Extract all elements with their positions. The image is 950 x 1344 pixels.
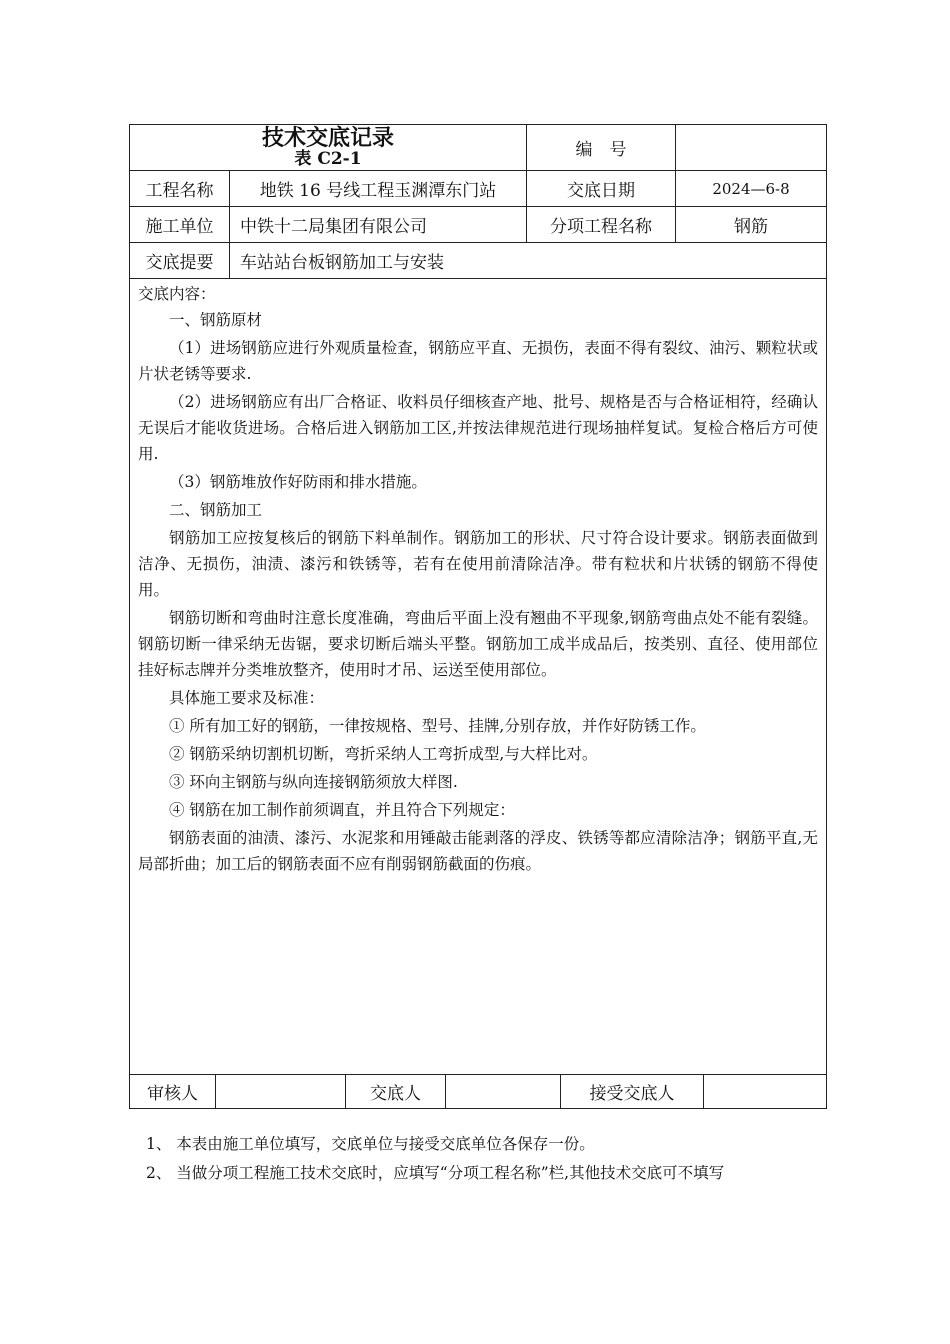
content-paragraph: 钢筋切断和弯曲时注意长度准确，弯曲后平面上没有翘曲不平现象,钢筋弯曲点处不能有裂缝。钢筋切断一律采纳无齿锯，要求切断后端头平整。钢筋加工成半成品后，按类别、直径、使用部位挂好标志牌并分类堆放整齐，使用时才吊、运送至使用部位。 — [138, 609, 818, 679]
signature-row — [130, 1074, 826, 1108]
receiver-label: 接受交底人 — [561, 1075, 704, 1108]
contractor-value: 中铁十二局集团有限公司 — [230, 207, 527, 242]
date-label: 交底日期 — [527, 171, 676, 206]
reviewer-value — [216, 1075, 346, 1108]
content-paragraph: 钢筋加工应按复核后的钢筋下料单制作。钢筋加工的形状、尺寸符合设计要求。钢筋表面做到洁净、无损伤，油渍、漆污和铁锈等，若有在使用前清除洁净。带有粒状和片状锈的钢筋不得使用。 — [138, 529, 818, 599]
footnote: 2、 当做分项工程施工技术交底时，应填写“分项工程名称”栏,其他技术交底可不填写 — [146, 1164, 725, 1182]
form-code: 表 C2-1 — [294, 149, 362, 170]
contractor-label: 施工单位 — [130, 207, 230, 242]
summary-value: 车站站台板钢筋加工与安装 — [240, 253, 444, 273]
content-paragraph: 钢筋表面的油渍、漆污、水泥浆和用锤敲击能剥落的浮皮、铁锈等都应清除洁净；钢筋平直,无局部折曲；加工后的钢筋表面不应有削弱钢筋截面的伤痕。 — [138, 829, 818, 873]
content-paragraph: （1）进场钢筋应进行外观质量检查，钢筋应平直、无损伤，表面不得有裂纹、油污、颗粒状或片状老锈等要求. — [138, 339, 818, 383]
summary-row — [130, 243, 826, 279]
title-row — [130, 125, 826, 171]
subitem-label: 分项工程名称 — [527, 207, 676, 242]
section-heading: 二、钢筋加工 — [169, 501, 263, 519]
presenter-label: 交底人 — [346, 1075, 446, 1108]
list-item: ③ 环向主钢筋与纵向连接钢筋须放大样图. — [169, 773, 458, 791]
list-item: ④ 钢筋在加工制作前须调直，并且符合下列规定： — [169, 801, 515, 819]
project-row — [130, 171, 826, 207]
content-paragraph: （3）钢筋堆放作好防雨和排水措施。 — [169, 473, 427, 491]
footnote: 1、 本表由施工单位填写，交底单位与接受交底单位各保存一份。 — [146, 1135, 595, 1153]
project-name-value: 地铁 16 号线工程玉渊潭东门站 — [230, 171, 527, 206]
disclosure-content — [130, 279, 826, 1074]
number-value — [676, 125, 826, 170]
date-value: 2024—6-8 — [712, 179, 790, 198]
section-heading: 一、钢筋原材 — [169, 311, 263, 329]
list-item: ② 钢筋采纳切割机切断，弯折采纳人工弯折成型,与大样比对。 — [169, 745, 598, 763]
project-name-label: 工程名称 — [130, 171, 230, 206]
title-cell — [130, 125, 527, 170]
list-item: ① 所有加工好的钢筋，一律按规格、型号、挂牌,分别存放，并作好防锈工作。 — [169, 717, 706, 735]
form-title: 技术交底记录 — [261, 125, 394, 152]
footnotes — [146, 1130, 724, 1188]
technical-disclosure-form — [129, 124, 827, 1109]
presenter-value — [446, 1075, 561, 1108]
contractor-row — [130, 207, 826, 243]
content-label: 交底内容： — [138, 285, 216, 303]
summary-label: 交底提要 — [130, 243, 230, 278]
content-paragraph: 具体施工要求及标准： — [169, 689, 325, 707]
receiver-value — [704, 1075, 826, 1108]
content-paragraph: （2）进场钢筋应有出厂合格证、收料员仔细核查产地、批号、规格是否与合格证相符，经确认无误后才能收货进场。合格后进入钢筋加工区,并按法律规范进行现场抽样复试。复检合格后方可使用. — [138, 393, 818, 463]
number-label: 编 号 — [527, 125, 676, 170]
subitem-value: 钢筋 — [734, 217, 768, 237]
reviewer-label: 审核人 — [130, 1075, 216, 1108]
